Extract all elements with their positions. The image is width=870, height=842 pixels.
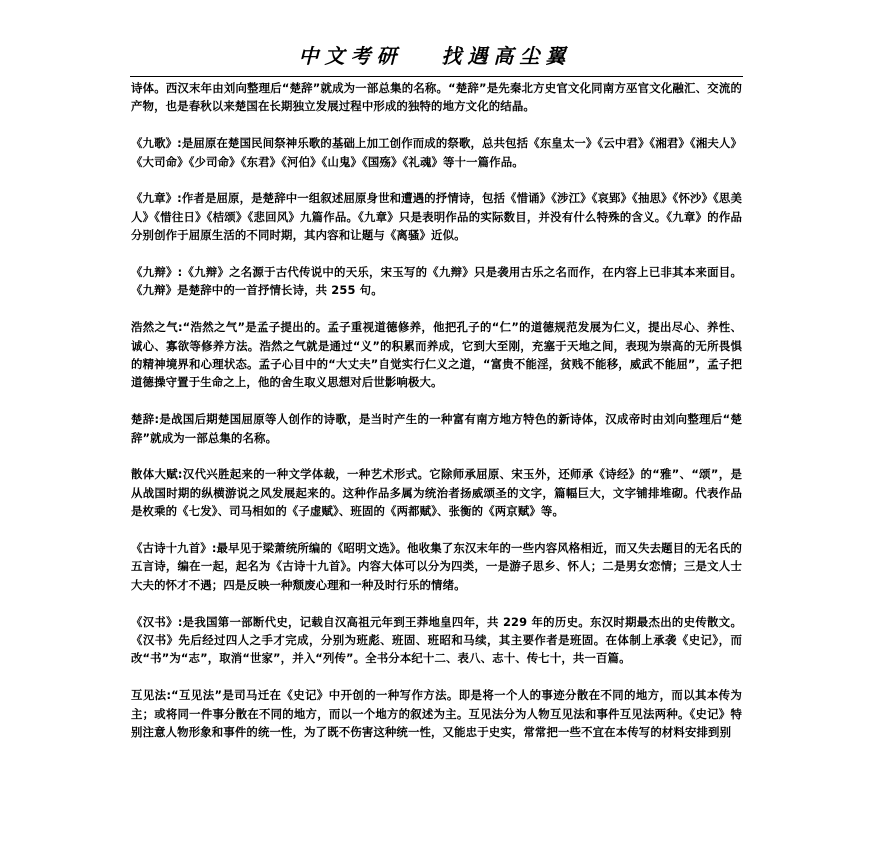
- paragraph-haoran-zhi-qi: 浩然之气:“浩然之气”是孟子提出的。孟子重视道德修养，他把孔子的“仁”的道德规范发展为仁义，提出尽心、养性、诚心、寡欲等修养方法。浩然之气就是通过“义”的积累而养成，它到大至刚，充塞于天地之间，表现为崇高的无所畏惧的精神境界和心理状态。孟子心目中的“大丈夫”自觉实行仁义之道，“富贵不能淫，贫贱不能移，威武不能屈”，孟子把道德操守置于生命之上，他的舍生取义思想对后世影响极大。: [131, 320, 742, 390]
- paragraph-jiuge: 《九歌》:是屈原在楚国民间祭神乐歌的基础上加工创作而成的祭歌，总共包括《东皇太一》《云中君》《湘君》《湘夫人》《大司命》《少司命》《东君》《河伯》《山鬼》《国殇》《礼魂》等十一篇作品。: [131, 136, 742, 169]
- paragraph-chuci-intro: 诗体。西汉末年由刘向整理后“楚辞”就成为一部总集的名称。“楚辞”是先秦北方史官文化同南方巫官文化融汇、交流的产物，也是春秋以来楚国在长期独立发展过程中形成的独特的地方文化的结晶。: [131, 81, 742, 114]
- paragraph-jiubian: 《九辩》:《九辩》之名源于古代传说中的天乐，宋玉写的《九辩》只是袭用古乐之名而作，在内容上已非其本来面目。《九辩》是楚辞中的一首抒情长诗，共 255 句。: [131, 265, 742, 298]
- page-header-title: 中文考研 找遇高尘翼: [298, 44, 572, 68]
- paragraph-hujianfa: 互见法:“互见法”是司马迁在《史记》中开创的一种写作方法。即是将一个人的事迹分散在不同的地方，而以其本传为主；或将同一件事分散在不同的地方，而以一个地方的叙述为主。互见法分为人物互见法和事件互见法两种。《史记》特别注意人物形象和事件的统一性，为了既不伤害这种统一性，又能忠于史实，常常把一些不宜在本传写的材料安排到别: [131, 688, 742, 740]
- paragraph-hanshu: 《汉书》:是我国第一部断代史，记载自汉高祖元年到王莽地皇四年，共 229 年的历史。东汉时期最杰出的史传散文。《汉书》先后经过四人之手才完成，分别为班彪、班固、班昭和马续，其主要作者是班固。在体制上承袭《史记》，而改“书”为“志”，取消“世家”，并入“列传”。全书分本纪十二、表八、志十、传七十，共一百篇。: [131, 614, 742, 666]
- paragraph-jiuzhang: 《九章》:作者是屈原，是楚辞中一组叙述屈原身世和遭遇的抒情诗，包括《惜诵》《涉江》《哀郢》《抽思》《怀沙》《思美人》《惜往日》《桔颂》《悲回风》九篇作品。《九章》只是表明作品的实际数目，并没有什么特殊的含义。《九章》的作品分别创作于屈原生活的不同时期，其内容和让题与《离骚》近似。: [131, 191, 742, 243]
- paragraph-chuci: 楚辞:是战国后期楚国屈原等人创作的诗歌，是当时产生的一种富有南方地方特色的新诗体，汉成帝时由刘向整理后“楚辞”就成为一部总集的名称。: [131, 412, 742, 445]
- header-divider: [130, 76, 743, 77]
- document-body: [131, 79, 742, 741]
- paragraph-gushi-shijiu-shou: 《古诗十九首》:最早见于梁萧统所编的《昭明文选》。他收集了东汉末年的一些内容风格相近，而又失去题目的无名氏的五言诗，编在一起，起名为《古诗十九首》。内容大体可以分为四类，一是游子思乡、怀人；二是男女恋情；三是文人士大夫的怀才不遇；四是反映一种颓废心理和一种及时行乐的情绪。: [131, 541, 742, 592]
- paragraph-santi-dafu: 散体大赋:汉代兴胜起来的一种文学体裁，一种艺术形式。它除师承屈原、宋玉外，还师承《诗经》的“雅”、“颂”，是从战国时期的纵横游说之风发展起来的。这种作品多属为统治者扬威颂圣的文字，篇幅巨大，文字铺排堆砌。代表作品是枚乘的《七发》、司马相如的《子虚赋》、班固的《两都赋》、张衡的《两京赋》等。: [131, 467, 742, 519]
